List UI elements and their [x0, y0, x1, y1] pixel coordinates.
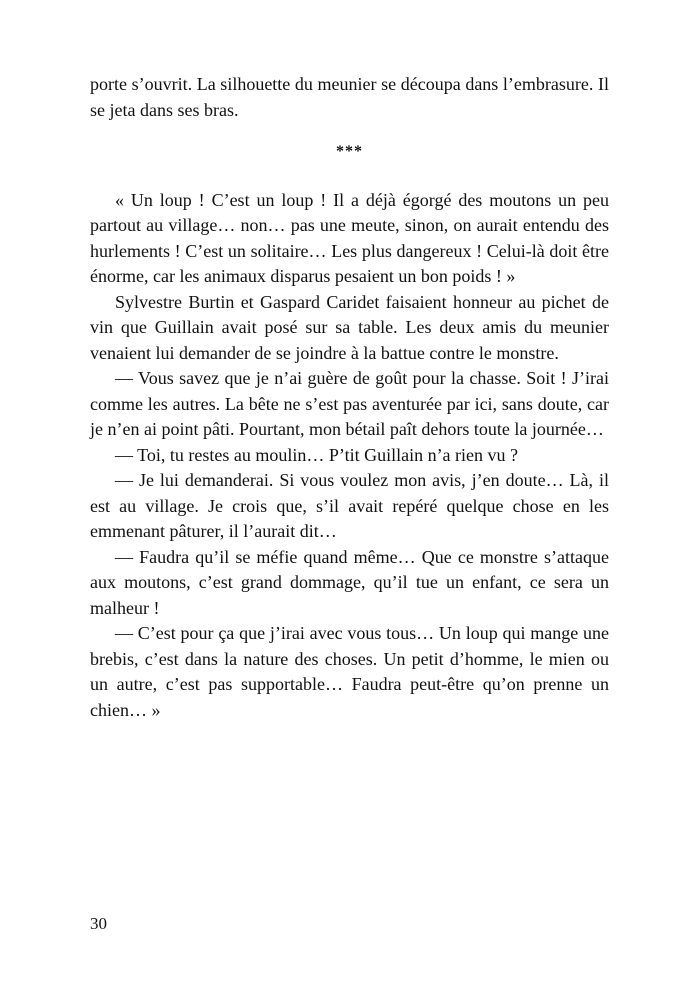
paragraph: — Je lui demanderai. Si vous voulez mon avis, j’en doute… Là, il est au village. Je crois que, s’il avait repéré quelque chose en les emmenant pâturer, il l’aurait dit…: [90, 470, 609, 541]
body-text: [90, 72, 609, 723]
opening-paragraph: porte s’ouvrit. La silhouette du meunier se découpa dans l’embrasure. Il se jeta dans ses bras.: [90, 74, 609, 120]
paragraph: Sylvestre Burtin et Gaspard Caridet faisaient honneur au pichet de vin que Guillain avait posé sur sa table. Les deux amis du meunier venaient lui demander de se joindre à la battue contre le monstre.: [90, 291, 609, 363]
paragraph: — Faudra qu’il se méfie quand même… Que ce monstre s’attaque aux moutons, c’est grand dommage, qu’il tue un enfant, ce sera un malheur !: [90, 546, 609, 618]
paragraph: — Vous savez que je n’ai guère de goût pour la chasse. Soit ! J’irai comme les autres. La bête ne s’est pas aventurée par ici, sans doute, car je n’en ai point pâti. Pourtant, mon bétail paît dehors toute la journée…: [90, 368, 609, 439]
page-number: 30: [90, 914, 107, 933]
paragraph: — C’est pour ça que j’irai avec vous tous… Un loup qui mange une brebis, c’est dans la nature des choses. Un petit d’homme, le mien ou un autre, c’est pas supportable… Faudra peut-être qu’on prenne un chien… »: [90, 623, 609, 720]
section-separator: ***: [336, 143, 363, 160]
paragraph: — Toi, tu restes au moulin… P’tit Guillain n’a rien vu ?: [115, 444, 519, 465]
paragraph: « Un loup ! C’est un loup ! Il a déjà égorgé des moutons un peu partout au village… non… pas une meute, sinon, on aurait entendu des hurlements ! C’est un solitaire… Les plus dangereux ! Celui-là doit être énorme, car les animaux disparus pesaient un bon poids ! »: [90, 189, 609, 286]
